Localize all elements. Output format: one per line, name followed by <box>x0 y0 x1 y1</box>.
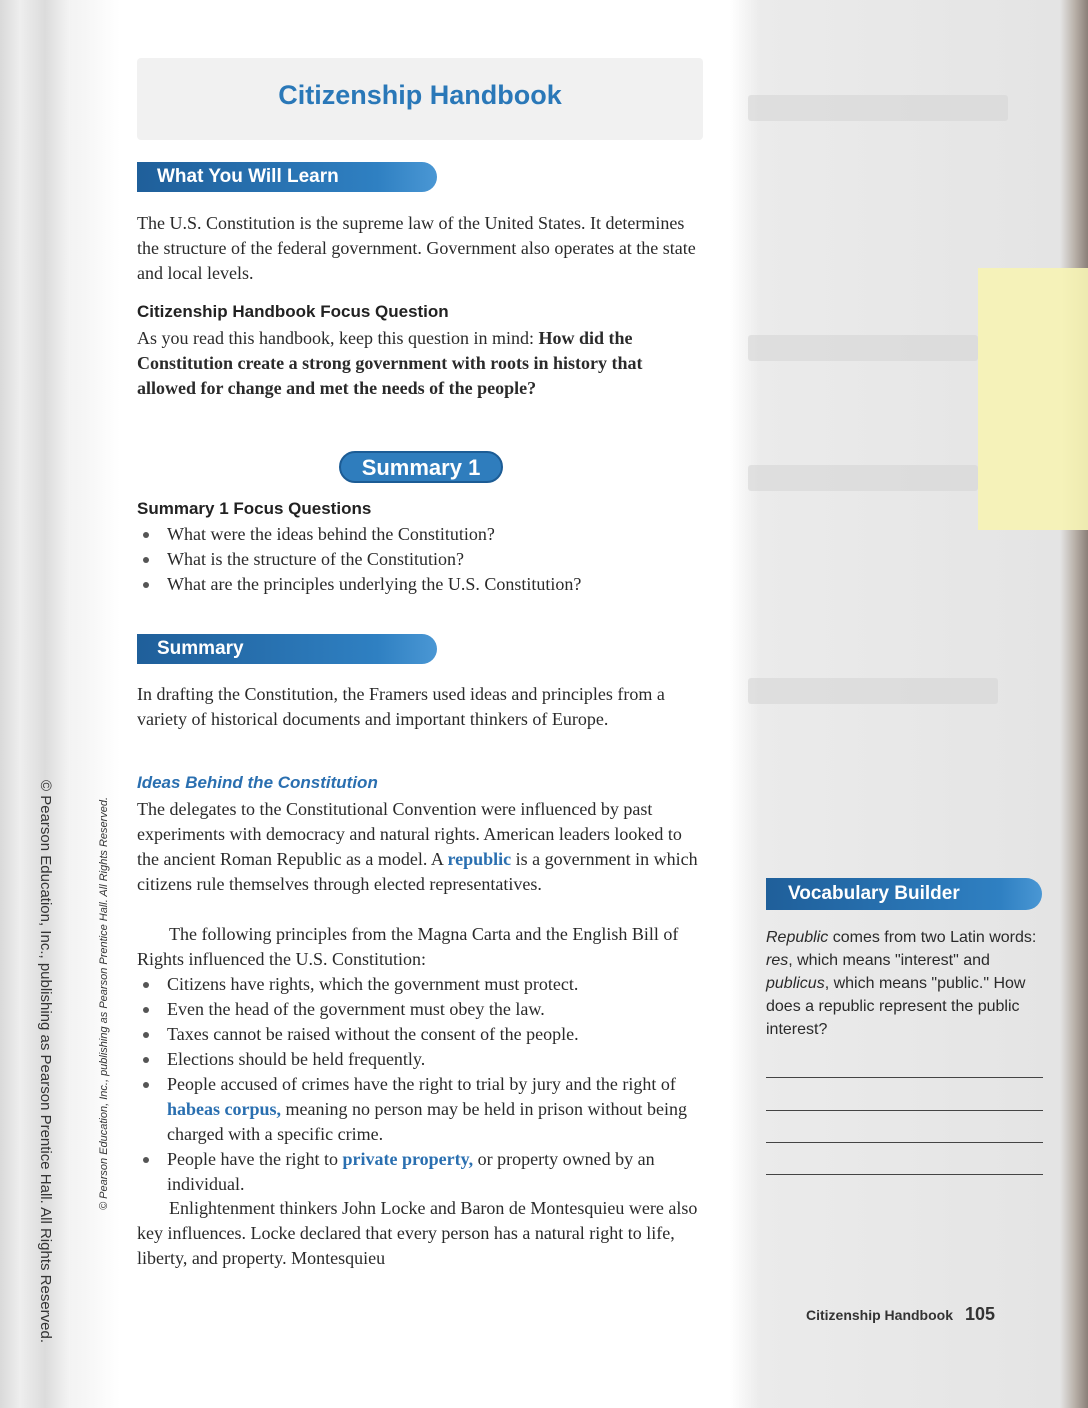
list-item: Even the head of the government must obey the law. <box>137 997 707 1022</box>
copyright-notice-outer: © Pearson Education, Inc., publishing as Pearson Prentice Hall. All Rights Reserved. <box>37 780 54 1344</box>
summary-intro: In drafting the Constitution, the Framers used ideas and principles from a variety of historical documents and important thinkers of Europe. <box>137 684 665 729</box>
answer-line[interactable] <box>766 1110 1043 1111</box>
margin-ghost-text <box>748 335 978 361</box>
list-item: Taxes cannot be raised without the consent of the people. <box>137 1022 707 1047</box>
summary-banner: Summary <box>137 634 437 664</box>
list-item: People have the right to private property, or property owned by an individual. <box>137 1147 707 1197</box>
margin-ghost-text <box>748 465 978 491</box>
binding-shadow <box>0 0 70 1408</box>
term-habeas-corpus: habeas corpus, <box>167 1099 282 1119</box>
list-item: What is the structure of the Constitution? <box>137 547 707 572</box>
list-item: What are the principles underlying the U.S. Constitution? <box>137 572 707 597</box>
footer-label: Citizenship Handbook <box>806 1307 953 1323</box>
page-title: Citizenship Handbook <box>278 80 562 110</box>
ideas-paragraph-1: The delegates to the Constitutional Convention were influenced by past experiments with democracy and natural rights. American leaders looked to the ancient Roman Republic as a model. A republic is a government in which citizens rule themselves through elected representatives. <box>137 799 698 894</box>
vocab-word: Republic <box>766 929 829 946</box>
ideas-paragraph-3: Enlightenment thinkers John Locke and Baron de Montesquieu were also key influences. Locke declared that every person has a natural right to life, liberty, and property. Montesquieu <box>137 1198 698 1268</box>
vocabulary-builder-banner: Vocabulary Builder <box>766 878 1042 910</box>
list-item: Citizens have rights, which the government must protect. <box>137 972 707 997</box>
answer-line[interactable] <box>766 1174 1043 1175</box>
summary-1-questions <box>137 522 707 597</box>
sticky-note <box>978 268 1088 530</box>
copyright-notice-inner: © Pearson Education, Inc., publishing as Pearson Prentice Hall. All Rights Reserved. <box>98 796 110 1210</box>
answer-line[interactable] <box>766 1142 1043 1143</box>
learn-intro: The U.S. Constitution is the supreme law of the United States. It determines the structure of the federal government. Government also operates at the state and local levels. <box>137 213 696 283</box>
list-item: What were the ideas behind the Constitution? <box>137 522 707 547</box>
list-item: Elections should be held frequently. <box>137 1047 707 1072</box>
summary-1-pill: Summary 1 <box>339 451 503 483</box>
focus-question-text: As you read this handbook, keep this question in mind: How did the Constitution create a strong government with roots in history that allowed for change and met the needs of the people? <box>137 328 643 398</box>
ideas-paragraph-2: The following principles from the Magna Carta and the English Bill of Rights influenced the U.S. Constitution: <box>137 924 679 969</box>
ideas-heading: Ideas Behind the Constitution <box>137 773 378 792</box>
page-number: 105 <box>965 1304 996 1324</box>
what-you-will-learn-banner: What You Will Learn <box>137 162 437 192</box>
term-private-property: private property, <box>342 1149 474 1169</box>
focus-question-heading: Citizenship Handbook Focus Question <box>137 302 449 321</box>
summary-1-focus-heading: Summary 1 Focus Questions <box>137 499 372 518</box>
answer-line[interactable] <box>766 1077 1043 1078</box>
term-republic: republic <box>447 849 512 869</box>
margin-ghost-text <box>748 678 998 704</box>
vocabulary-builder-text: Republic comes from two Latin words: res, which means "interest" and publicus, which means "public." How does a republic represent the public interest? <box>766 929 1037 1038</box>
focus-question: How did the Constitution create a strong government with roots in history that allowed for change and met the needs of the people? <box>137 328 643 398</box>
list-item: People accused of crimes have the right to trial by jury and the right of habeas corpus, meaning no person may be held in prison without being charged with a specific crime. <box>137 1072 707 1147</box>
principles-list <box>137 972 707 1197</box>
margin-ghost-text <box>748 95 1008 121</box>
